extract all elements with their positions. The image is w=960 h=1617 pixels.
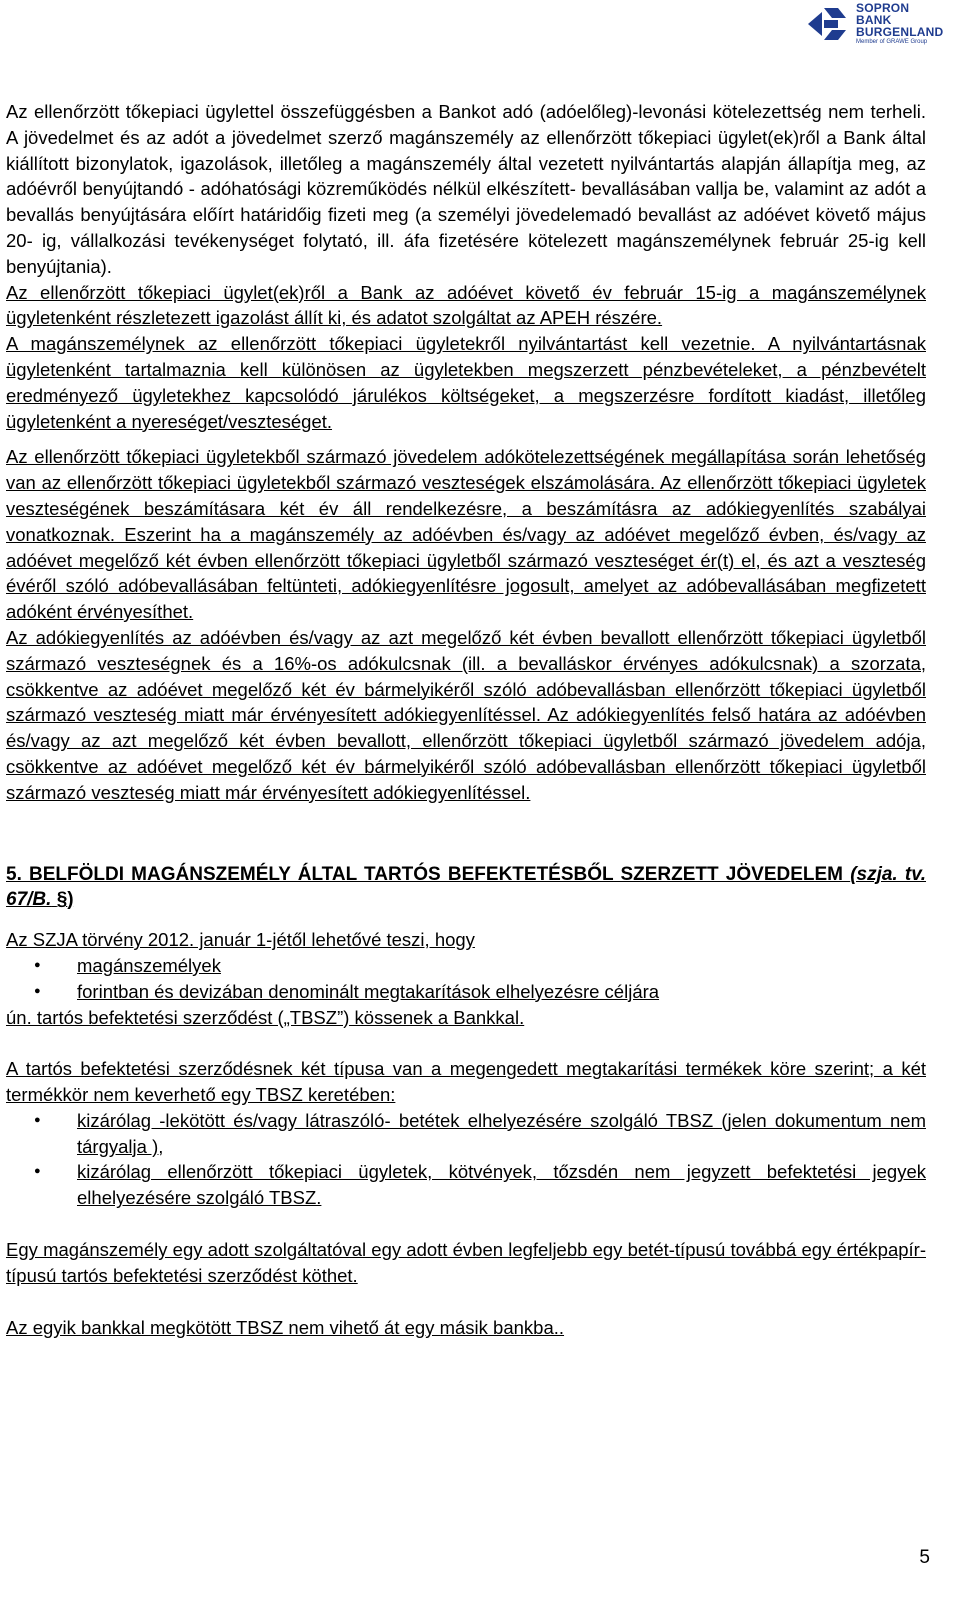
page-number: 5 <box>919 1547 930 1568</box>
bank-logo-icon <box>808 4 852 44</box>
paragraph-types: A tartós befektetési szerződésnek két típusa van a megengedett megtakarítási termékek köre szerint; a két termékkör nem keverhető egy TBSZ keretében: <box>6 1058 926 1106</box>
paragraph-transfer: Az egyik bankkal megkötött TBSZ nem vihető át egy másik bankba.. <box>6 1316 565 1338</box>
list-item: ● forintban és devizában denominált megtakarítások elhelyezésre céljára <box>77 979 926 1005</box>
list-item: ● kizárólag ellenőrzött tőkepiaci ügyletek, kötvények, tőzsdén nem jegyzett befektetési jegyek elhelyezésére szolgáló TBSZ. <box>77 1159 926 1211</box>
paragraph-tax-obligation: Az ellenőrzött tőkepiaci ügylettel összefüggésben a Bankot adó (adóelőleg)-levonási kötelezettség nem terheli. A jövedelmet és az adót a jövedelmet szerző magánszemély az ellenőrzött tőkepiaci ügylet(ek)ről a Bank által kiállított bizonylatok, igazolások, illetőleg a magánszemély által vezetett nyilvántartás alapján állapítja meg, az adóévről benyújtandó - adóhatósági közreműködés nélkül elkészített- bevallásában vallja be, valamint az adót a bevallás benyújtására előírt határidőig fizeti meg (a személyi jövedelemadó bevallást az adóévet követő május 20- ig, vállalkozási tevékenységet folytató, ill. áfa fizetésére kötelezett magánszemélynek február 25-ig kell benyújtania). <box>6 101 926 277</box>
paragraph-records: A magánszemélynek az ellenőrzött tőkepiaci ügyletekről nyilvántartást kell vezetnie. A nyilvántartásnak ügyletenként tartalmaznia kell különösen az ügyletekben megszerzett pénzbevételeket, a pénzbevételt eredményező ügyletekhez kapcsolódó járulékos költségeket, a megszerzésre fordított kiadást, illetőleg ügyletenként a nyereséget/veszteséget. <box>6 333 926 432</box>
paragraph-losses: Az ellenőrzött tőkepiaci ügyletekből származó jövedelem adókötelezettségének megállapítása során lehetőség van az ellenőrzött tőkepiaci ügyletekből származó veszteségek elszámolására. Az ellenőrzött tőkepiaci ügyletek veszteségének beszámításara két év áll rendelkezésre, a beszámításra az adókiegyenlítés szabályai vonatkoznak. Eszerint ha a magánszemély az adóévben és/vagy az adóévet megelőző évben, és/vagy az adóévet megelőző két évben ellenőrzött tőkepiaci ügyletből származó veszteséget ér(t) el, és azt a veszteség évéről szóló adóbevallásában feltünteti, adókiegyenlítésre jogosult, amelyet az adóbevallásában megfizetett adóként érvényesíthet. <box>6 446 926 623</box>
paragraph-certificate: Az ellenőrzött tőkepiaci ügylet(ek)ről a Bank az adóévet követő év február 15-ig a magánszemélynek ügyletenként részletezett igazolást állít ki, és adatot szolgáltat az APEH részére. <box>6 281 926 329</box>
list-item: ● kizárólag -lekötött és/vagy látraszóló- betétek elhelyezésére szolgáló TBSZ (jelen dokumentum nem tárgyalja ), <box>77 1108 926 1160</box>
bank-logo-text: SOPRON BANK BURGENLAND Member of GRAWE Group <box>856 1 944 45</box>
eligibility-list <box>6 953 926 1005</box>
document-body <box>6 99 926 1340</box>
paragraph-tbsz: ún. tartós befektetési szerződést („TBSZ”) kössenek a Bankkal. <box>6 1006 525 1028</box>
paragraph-tax-compensation: Az adókiegyenlítés az adóévben és/vagy az azt megelőző két évben bevallott ellenőrzött tőkepiaci ügyletből származó veszteségnek és a 16%-os adókulcsnak (ill. a bevalláskor érvényes adókulcsnak) a szorzata, csökkentve az adóévet megelőző két év bármelyikéről szóló adóbevallásban ellenőrzött tőkepiaci ügyletből származó veszteség miatt már érvényesített adókiegyenlítéssel. Az adókiegyenlítés felső határa az adóévben és/vagy az azt megelőző két évben bevallott, ellenőrzött tőkepiaci ügyletből származó jövedelem adója, csökkentve az adóévet megelőző két év bármelyikéről szóló adóbevallásban ellenőrzött tőkepiaci ügyletből származó veszteség miatt már érvényesített adókiegyenlítéssel. <box>6 626 926 803</box>
section-heading: 5. BELFÖLDI MAGÁNSZEMÉLY ÁLTAL TARTÓS BEFEKTETÉSBŐL SZERZETT JÖVEDELEM (szja. tv. 67/B. §) <box>6 863 927 911</box>
paragraph-limit: Egy magánszemély egy adott szolgáltatóval egy adott évben legfeljebb egy betét-típusú továbbá egy értékpapír-típusú tartós befektetési szerződést köthet. <box>6 1239 926 1286</box>
tbsz-types-list <box>6 1108 926 1211</box>
bank-logo <box>806 2 956 50</box>
paragraph-intro: Az SZJA törvény 2012. január 1-jétől lehetővé teszi, hogy <box>6 929 475 951</box>
list-item: ● magánszemélyek <box>77 953 926 979</box>
